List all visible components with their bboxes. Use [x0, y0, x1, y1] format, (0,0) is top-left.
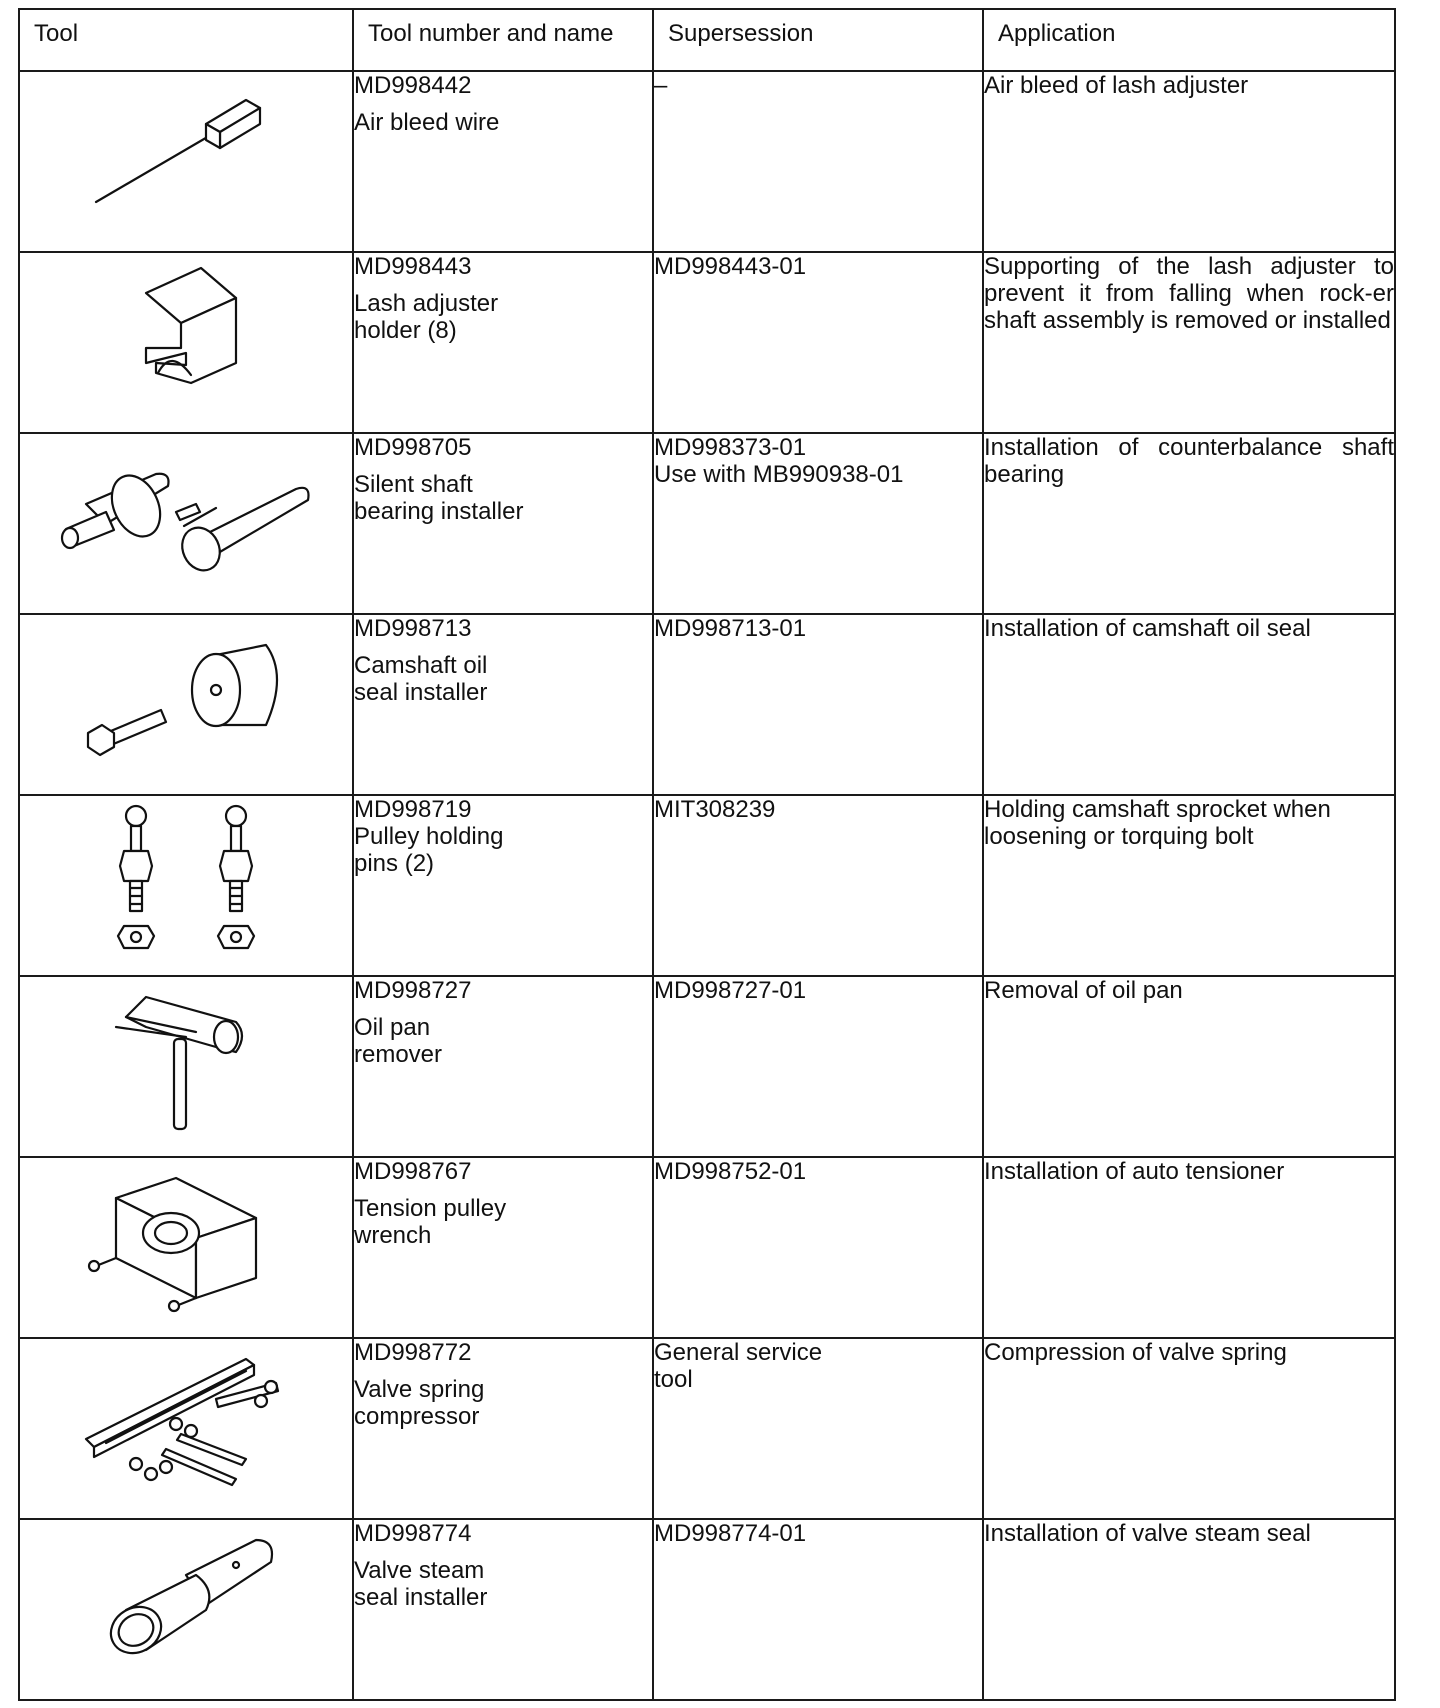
tool-number-and-name	[353, 1338, 653, 1519]
valve-spring-compressor-icon	[66, 1339, 306, 1499]
application: Installation of valve steam seal	[983, 1519, 1395, 1700]
supersession: General service tool	[653, 1338, 983, 1519]
application: Installation of camshaft oil seal	[983, 614, 1395, 795]
tool-number: MD998727	[354, 977, 472, 1004]
tool-number-and-name	[353, 614, 653, 795]
table-row	[19, 1519, 1395, 1700]
header-application: Application	[983, 9, 1395, 71]
table-row	[19, 1157, 1395, 1338]
supersession: MD998774-01	[653, 1519, 983, 1700]
table-row	[19, 71, 1395, 252]
tool-number: MD998713	[354, 615, 472, 642]
tool-illustration-cell	[19, 433, 353, 614]
tool-number: MD998442	[354, 72, 472, 99]
header-tool: Tool	[19, 9, 353, 71]
tool-number: MD998443	[354, 253, 472, 280]
table-row	[19, 1338, 1395, 1519]
table-row	[19, 433, 1395, 614]
tool-name: Lash adjuster holder (8)	[354, 290, 499, 344]
tool-number-and-name	[353, 252, 653, 433]
supersession: MD998443-01	[653, 252, 983, 433]
supersession: –	[653, 71, 983, 252]
application: Holding camshaft sprocket when loosening or torquing bolt	[983, 795, 1395, 976]
tool-number-and-name	[353, 71, 653, 252]
tool-name: Silent shaft bearing installer	[354, 471, 524, 525]
tool-name: Camshaft oil seal installer	[354, 652, 488, 706]
supersession: MD998727-01	[653, 976, 983, 1157]
tool-illustration-cell	[19, 1338, 353, 1519]
tool-name: Air bleed wire	[354, 109, 500, 136]
tool-name: Valve steam seal installer	[354, 1557, 488, 1611]
lash-adjuster-holder-icon	[86, 253, 286, 403]
supersession: MD998373-01 Use with MB990938-01	[653, 433, 983, 614]
header-tool-number-and-name: Tool number and name	[353, 9, 653, 71]
tool-name: Tension pulley wrench	[354, 1195, 507, 1249]
table-row	[19, 614, 1395, 795]
tool-number-and-name	[353, 1519, 653, 1700]
tool-illustration-cell	[19, 252, 353, 433]
pulley-holding-pins-icon	[86, 796, 286, 956]
supersession: MD998752-01	[653, 1157, 983, 1338]
tool-name: Valve spring compressor	[354, 1376, 485, 1430]
tool-number: MD998767	[354, 1158, 472, 1185]
tool-number: MD998719	[354, 796, 472, 823]
air-bleed-wire-icon	[66, 72, 306, 222]
supersession: MIT308239	[653, 795, 983, 976]
application: Installation of counterbalance shaft bearing	[983, 433, 1395, 614]
table-row	[19, 252, 1395, 433]
supersession: MD998713-01	[653, 614, 983, 795]
application: Air bleed of lash adjuster	[983, 71, 1395, 252]
tool-illustration-cell	[19, 1157, 353, 1338]
application: Installation of auto tensioner	[983, 1157, 1395, 1338]
table-row	[19, 976, 1395, 1157]
header-supersession: Supersession	[653, 9, 983, 71]
silent-shaft-bearing-installer-icon	[46, 434, 326, 584]
tool-illustration-cell	[19, 1519, 353, 1700]
tool-illustration-cell	[19, 976, 353, 1157]
tool-number-and-name	[353, 795, 653, 976]
application: Supporting of the lash adjuster to prevent it from falling when rock-er shaft assembly is removed or installed	[983, 252, 1395, 433]
tension-pulley-wrench-icon	[76, 1158, 296, 1318]
tool-name: Pulley holding pins (2)	[354, 823, 504, 877]
tool-name: Oil pan remover	[354, 1014, 443, 1068]
tool-illustration-cell	[19, 614, 353, 795]
tool-number: MD998705	[354, 434, 472, 461]
tool-number-and-name	[353, 1157, 653, 1338]
camshaft-oil-seal-installer-icon	[66, 615, 306, 765]
tool-illustration-cell	[19, 71, 353, 252]
application: Removal of oil pan	[983, 976, 1395, 1157]
tool-number-and-name	[353, 433, 653, 614]
tool-number-and-name	[353, 976, 653, 1157]
valve-steam-seal-installer-icon	[66, 1520, 306, 1680]
header-row	[19, 9, 1395, 71]
tool-illustration-cell	[19, 795, 353, 976]
table-row	[19, 795, 1395, 976]
special-tools-table	[18, 8, 1396, 1701]
oil-pan-remover-icon	[86, 977, 286, 1137]
application: Compression of valve spring	[983, 1338, 1395, 1519]
tool-number: MD998772	[354, 1339, 472, 1366]
tool-number: MD998774	[354, 1520, 472, 1547]
